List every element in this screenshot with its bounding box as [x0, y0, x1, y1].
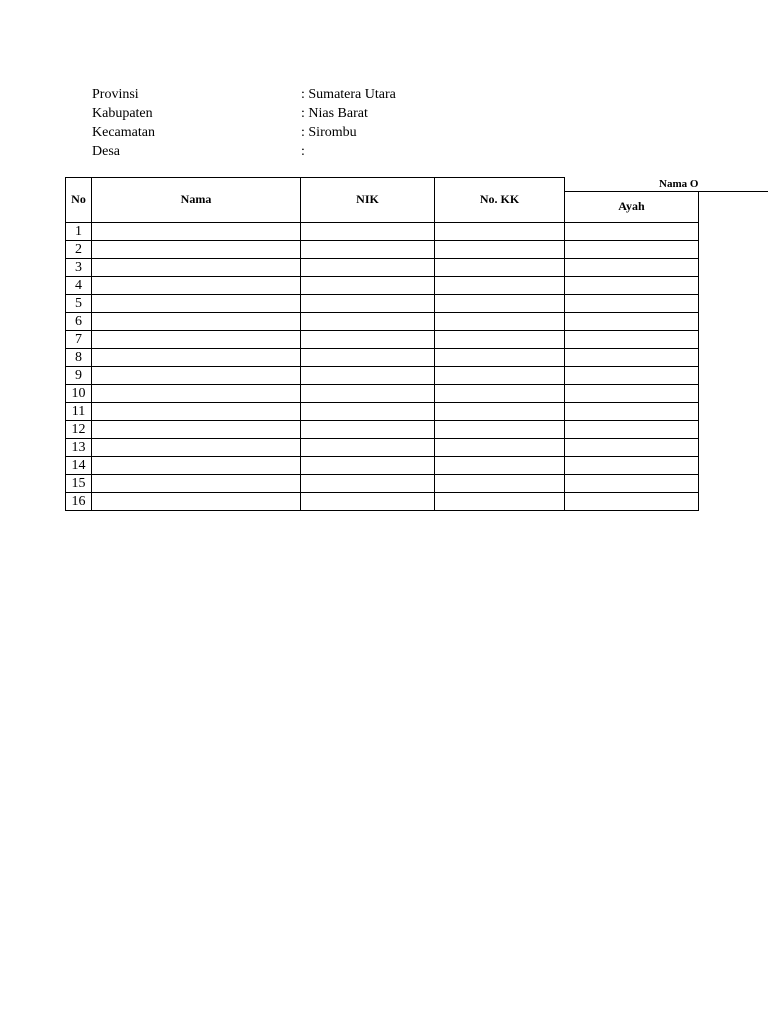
col-header-group-nama-orang-tua: Nama O [565, 178, 768, 192]
offpage-cell [699, 330, 768, 348]
info-row-provinsi [92, 85, 492, 104]
no-kk-cell [435, 222, 565, 240]
row-number-cell: 2 [66, 240, 92, 258]
nik-cell [301, 474, 435, 492]
data-table [65, 177, 768, 511]
nik-cell [301, 276, 435, 294]
no-kk-cell [435, 384, 565, 402]
offpage-cell [699, 294, 768, 312]
row-number-cell: 9 [66, 366, 92, 384]
offpage-cell [699, 420, 768, 438]
offpage-cell [699, 366, 768, 384]
row-number-cell: 16 [66, 492, 92, 510]
nama-cell [92, 492, 301, 510]
nama-cell [92, 258, 301, 276]
nik-cell [301, 438, 435, 456]
ayah-cell [565, 330, 699, 348]
nama-cell [92, 366, 301, 384]
row-number-cell: 3 [66, 258, 92, 276]
desa-label: Desa [92, 144, 120, 159]
nama-cell [92, 276, 301, 294]
ayah-cell [565, 258, 699, 276]
ayah-cell [565, 366, 699, 384]
table-row [66, 240, 768, 258]
no-kk-cell [435, 402, 565, 420]
nama-cell [92, 438, 301, 456]
data-table-wrapper [65, 177, 768, 511]
offpage-cell [699, 258, 768, 276]
ayah-cell [565, 438, 699, 456]
table-body [66, 222, 768, 510]
nama-cell [92, 402, 301, 420]
nik-cell [301, 384, 435, 402]
offpage-cell [699, 276, 768, 294]
offpage-cell [699, 240, 768, 258]
table-row [66, 366, 768, 384]
row-number-cell: 6 [66, 312, 92, 330]
no-kk-cell [435, 438, 565, 456]
table-row [66, 438, 768, 456]
kabupaten-label: Kabupaten [92, 106, 153, 121]
table-row [66, 456, 768, 474]
nik-cell [301, 222, 435, 240]
table-row [66, 276, 768, 294]
offpage-cell [699, 402, 768, 420]
col-header-offpage [699, 191, 768, 222]
table-header-row-top [66, 178, 768, 192]
nik-cell [301, 294, 435, 312]
row-number-cell: 11 [66, 402, 92, 420]
nama-cell [92, 420, 301, 438]
offpage-cell [699, 492, 768, 510]
nik-cell [301, 312, 435, 330]
no-kk-cell [435, 420, 565, 438]
row-number-cell: 4 [66, 276, 92, 294]
col-header-nik: NIK [301, 178, 435, 223]
offpage-cell [699, 384, 768, 402]
ayah-cell [565, 240, 699, 258]
col-header-nama: Nama [92, 178, 301, 223]
nik-cell [301, 330, 435, 348]
no-kk-cell [435, 312, 565, 330]
table-row [66, 258, 768, 276]
table-row [66, 492, 768, 510]
row-number-cell: 10 [66, 384, 92, 402]
nama-cell [92, 330, 301, 348]
desa-value: : [301, 144, 305, 159]
nik-cell [301, 258, 435, 276]
table-row [66, 384, 768, 402]
no-kk-cell [435, 258, 565, 276]
nama-cell [92, 348, 301, 366]
row-number-cell: 8 [66, 348, 92, 366]
row-number-cell: 7 [66, 330, 92, 348]
info-row-kecamatan [92, 123, 492, 142]
nama-cell [92, 474, 301, 492]
offpage-cell [699, 438, 768, 456]
table-row [66, 420, 768, 438]
ayah-cell [565, 420, 699, 438]
nama-cell [92, 240, 301, 258]
table-row [66, 348, 768, 366]
col-header-ayah: Ayah [565, 191, 699, 222]
nama-cell [92, 222, 301, 240]
kabupaten-value: : Nias Barat [301, 106, 368, 121]
nama-cell [92, 294, 301, 312]
ayah-cell [565, 276, 699, 294]
kecamatan-value: : Sirombu [301, 125, 357, 140]
table-row [66, 294, 768, 312]
table-row [66, 402, 768, 420]
no-kk-cell [435, 366, 565, 384]
nik-cell [301, 402, 435, 420]
ayah-cell [565, 222, 699, 240]
offpage-cell [699, 348, 768, 366]
col-header-no: No [66, 178, 92, 223]
no-kk-cell [435, 456, 565, 474]
no-kk-cell [435, 276, 565, 294]
row-number-cell: 15 [66, 474, 92, 492]
row-number-cell: 5 [66, 294, 92, 312]
nik-cell [301, 348, 435, 366]
offpage-cell [699, 456, 768, 474]
ayah-cell [565, 402, 699, 420]
ayah-cell [565, 348, 699, 366]
nama-cell [92, 384, 301, 402]
info-row-kabupaten [92, 104, 492, 123]
table-row [66, 312, 768, 330]
row-number-cell: 14 [66, 456, 92, 474]
row-number-cell: 1 [66, 222, 92, 240]
kecamatan-label: Kecamatan [92, 125, 155, 140]
ayah-cell [565, 456, 699, 474]
offpage-cell [699, 222, 768, 240]
offpage-cell [699, 474, 768, 492]
nama-cell [92, 456, 301, 474]
no-kk-cell [435, 492, 565, 510]
no-kk-cell [435, 474, 565, 492]
row-number-cell: 13 [66, 438, 92, 456]
row-number-cell: 12 [66, 420, 92, 438]
nik-cell [301, 456, 435, 474]
nik-cell [301, 240, 435, 258]
no-kk-cell [435, 240, 565, 258]
provinsi-value: : Sumatera Utara [301, 87, 396, 102]
no-kk-cell [435, 294, 565, 312]
ayah-cell [565, 294, 699, 312]
nik-cell [301, 492, 435, 510]
nik-cell [301, 366, 435, 384]
ayah-cell [565, 492, 699, 510]
col-header-no-kk: No. KK [435, 178, 565, 223]
no-kk-cell [435, 348, 565, 366]
info-row-desa [92, 142, 492, 161]
no-kk-cell [435, 330, 565, 348]
location-info [92, 85, 492, 161]
offpage-cell [699, 312, 768, 330]
ayah-cell [565, 384, 699, 402]
nama-cell [92, 312, 301, 330]
nik-cell [301, 420, 435, 438]
table-row [66, 330, 768, 348]
ayah-cell [565, 474, 699, 492]
table-row [66, 474, 768, 492]
table-row [66, 222, 768, 240]
ayah-cell [565, 312, 699, 330]
provinsi-label: Provinsi [92, 87, 139, 102]
